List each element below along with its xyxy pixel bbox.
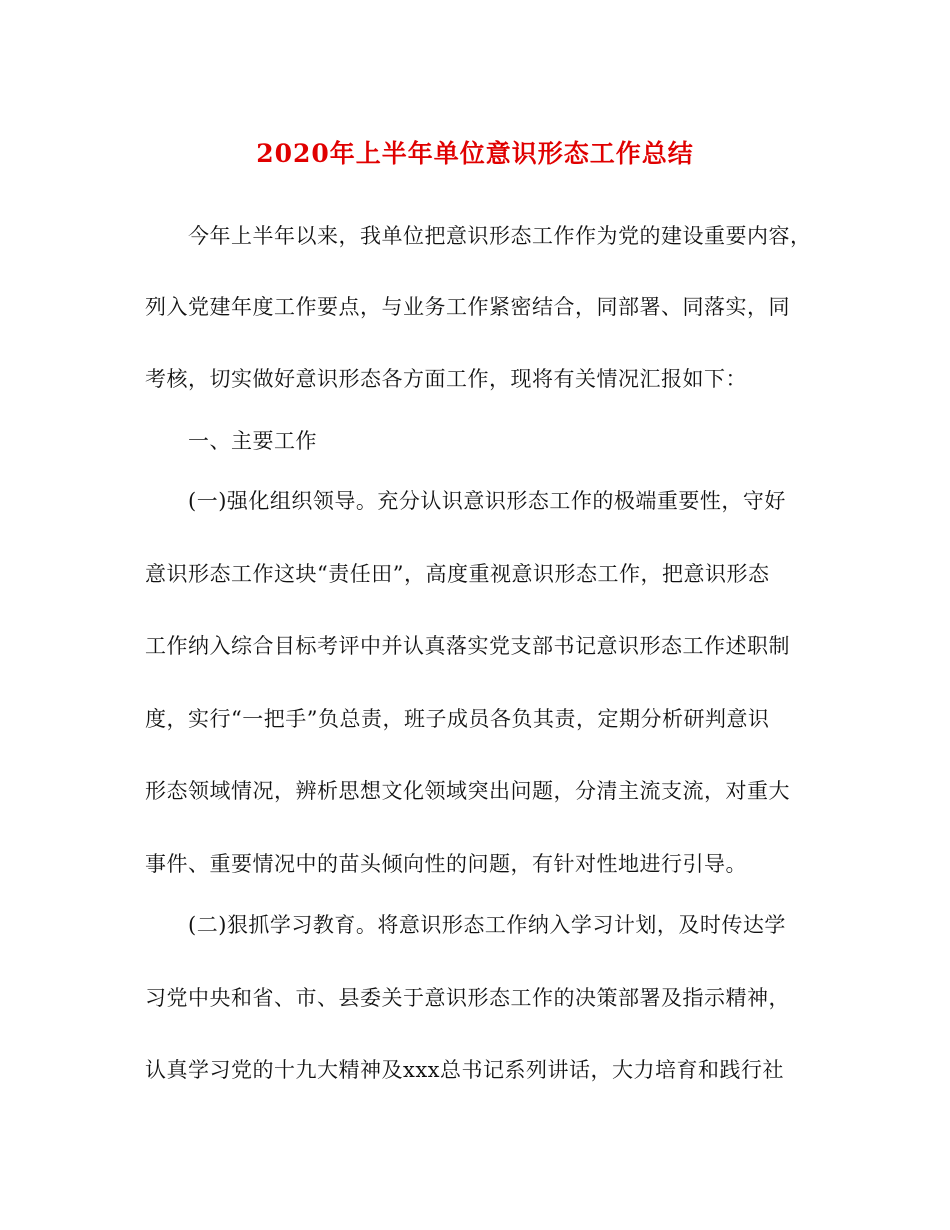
- body-line-5: (一)强化组织领导。充分认识意识形态工作的极端重要性，守好: [188, 489, 786, 513]
- body-line-3: 考核，切实做好意识形态各方面工作，现将有关情况汇报如下：: [145, 367, 747, 391]
- body-line-8: 度，实行“一把手”负总责，班子成员各负其责，定期分析研判意识: [145, 707, 770, 731]
- body-line-11: (二)狠抓学习教育。将意识形态工作纳入学习计划，及时传达学: [188, 913, 786, 937]
- body-line-12: 习党中央和省、市、县委关于意识形态工作的决策部署及指示精神，: [145, 986, 790, 1010]
- body-line-10: 事件、重要情况中的苗头倾向性的问题，有针对性地进行引导。: [145, 852, 747, 876]
- document-title: 2020年上半年单位意识形态工作总结: [256, 139, 694, 168]
- body-line-13: 认真学习党的十九大精神及xxx总书记系列讲话，大力培育和践行社: [145, 1058, 785, 1082]
- body-line-1: 今年上半年以来，我单位把意识形态工作作为党的建设重要内容，: [188, 224, 812, 248]
- section-heading-main-work: 一、主要工作: [188, 429, 317, 453]
- body-line-7: 工作纳入综合目标考评中并认真落实党支部书记意识形态工作述职制: [145, 634, 790, 658]
- body-line-6: 意识形态工作这块“责任田”，高度重视意识形态工作，把意识形态: [145, 562, 770, 586]
- body-line-9: 形态领域情况，辨析思想文化领域突出问题，分清主流支流，对重大: [145, 779, 790, 803]
- body-line-2: 列入党建年度工作要点，与业务工作紧密结合，同部署、同落实，同: [145, 295, 790, 319]
